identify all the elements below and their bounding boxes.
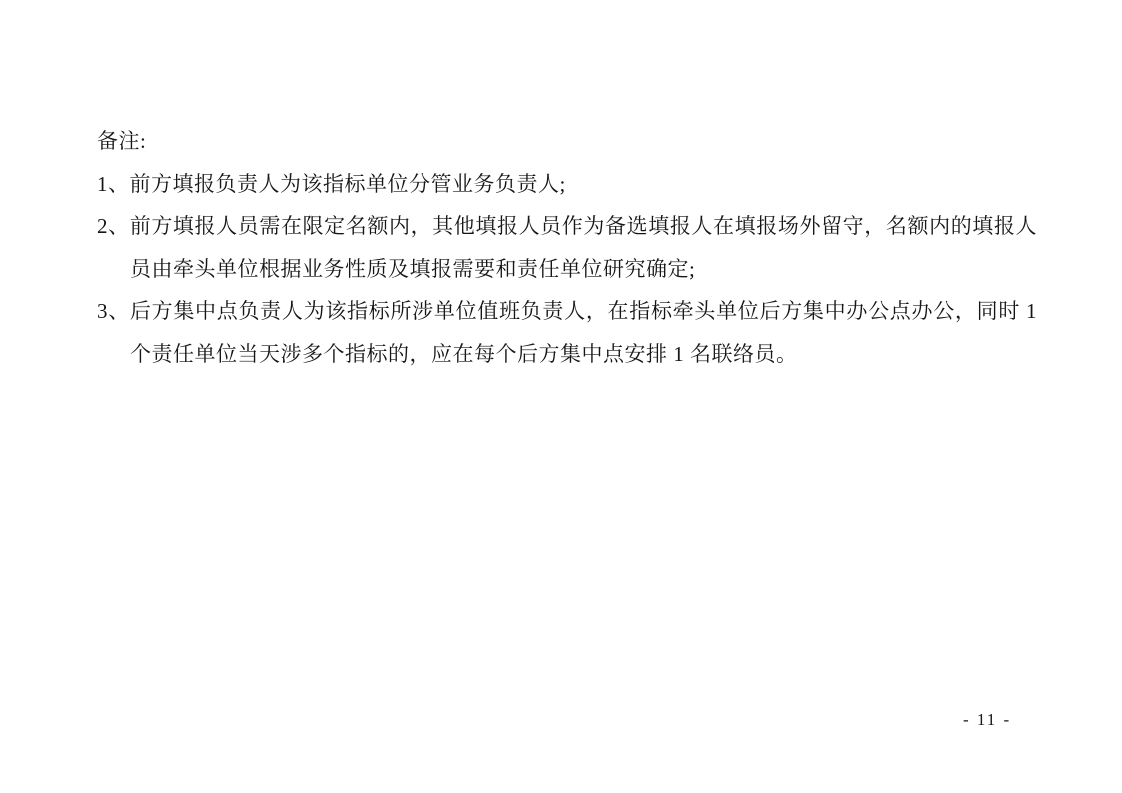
- page-number: - 11 -: [963, 710, 1012, 729]
- note-item-2-marker: 2、: [97, 214, 130, 238]
- note-item-1-text: 前方填报负责人为该指标单位分管业务负责人;: [129, 171, 566, 196]
- note-item-3-marker: 3、: [97, 299, 130, 323]
- note-item-1: [97, 163, 1037, 206]
- note-item-3: [97, 290, 1037, 375]
- note-item-3-text: 后方集中点负责人为该指标所涉单位值班负责人，在指标牵头单位后方集中办公点办公，同时 1 个责任单位当天涉多个指标的，应在每个后方集中点安排 1 名联络员。: [129, 299, 1037, 366]
- notes-section: [97, 120, 1037, 375]
- notes-label: 备注:: [97, 129, 147, 153]
- note-item-2: [97, 205, 1037, 290]
- note-item-2-text: 前方填报人员需在限定名额内，其他填报人员作为备选填报人在填报场外留守，名额内的填报人员由牵头单位根据业务性质及填报需要和责任单位研究确定;: [129, 214, 1038, 281]
- note-item-1-marker: 1、: [97, 171, 130, 196]
